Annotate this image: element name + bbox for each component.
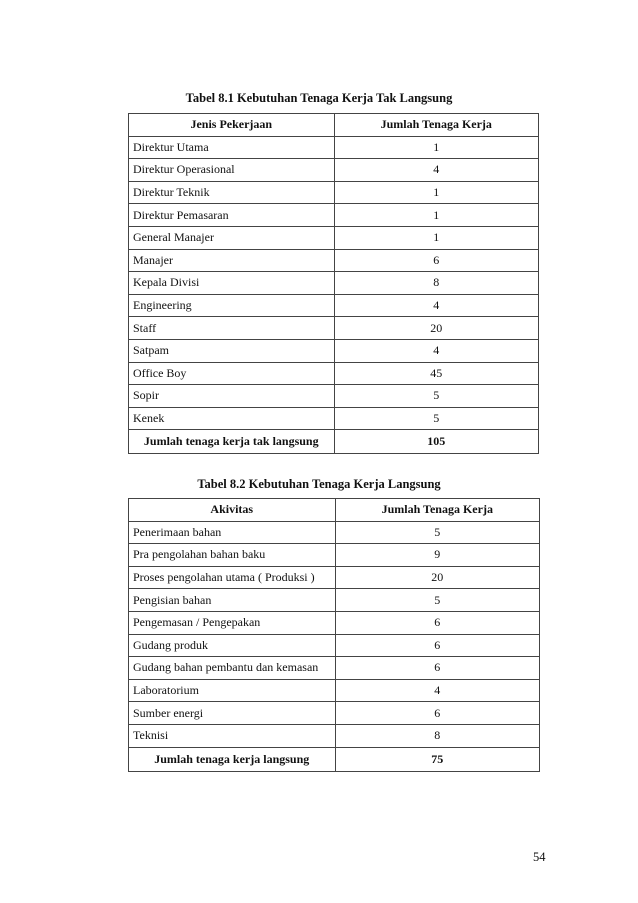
row-count: 45 [334, 362, 538, 385]
row-label: Staff [129, 317, 335, 340]
table-row [129, 702, 540, 725]
row-label: Office Boy [129, 362, 335, 385]
row-count: 9 [335, 544, 539, 567]
table-row [129, 521, 540, 544]
row-label: Gudang produk [129, 634, 336, 657]
table-row [129, 226, 539, 249]
row-label: Manajer [129, 249, 335, 272]
row-count: 6 [335, 611, 539, 634]
row-count: 1 [334, 226, 538, 249]
table-total-row [129, 747, 540, 771]
table-header-row [129, 114, 539, 137]
row-count: 1 [334, 181, 538, 204]
row-count: 20 [335, 566, 539, 589]
table-row [129, 566, 540, 589]
row-label: Sopir [129, 385, 335, 408]
table-row [129, 634, 540, 657]
row-label: Laboratorium [129, 679, 336, 702]
row-count: 6 [335, 634, 539, 657]
row-count: 8 [335, 724, 539, 747]
table-row [129, 204, 539, 227]
direct-labor-table [128, 498, 540, 772]
total-count: 105 [334, 430, 538, 454]
row-count: 4 [334, 339, 538, 362]
table-row [129, 679, 540, 702]
row-count: 6 [334, 249, 538, 272]
row-count: 4 [334, 294, 538, 317]
table-row [129, 589, 540, 612]
table2-caption: Tabel 8.2 Kebutuhan Tenaga Kerja Langsung [197, 477, 441, 491]
table-row [129, 657, 540, 680]
row-label: Pra pengolahan bahan baku [129, 544, 336, 567]
row-label: Penerimaan bahan [129, 521, 336, 544]
table-total-row [129, 430, 539, 454]
table-row [129, 724, 540, 747]
row-label: Pengemasan / Pengepakan [129, 611, 336, 634]
table-row [129, 136, 539, 159]
row-count: 4 [334, 159, 538, 182]
row-count: 5 [335, 589, 539, 612]
table1-caption: Tabel 8.1 Kebutuhan Tenaga Kerja Tak Langsung [185, 91, 453, 105]
row-count: 4 [335, 679, 539, 702]
row-label: Direktur Utama [129, 136, 335, 159]
table-row [129, 611, 540, 634]
row-label: Direktur Operasional [129, 159, 335, 182]
table-row [129, 181, 539, 204]
row-count: 1 [334, 204, 538, 227]
row-label: Proses pengolahan utama ( Produksi ) [129, 566, 336, 589]
row-label: Satpam [129, 339, 335, 362]
table1-body [129, 114, 539, 454]
row-label: Kepala Divisi [129, 272, 335, 295]
row-count: 20 [334, 317, 538, 340]
row-count: 6 [335, 657, 539, 680]
column-header-name: Akivitas [129, 499, 336, 522]
table-row [129, 544, 540, 567]
row-count: 6 [335, 702, 539, 725]
table-row [129, 385, 539, 408]
row-label: Direktur Pemasaran [129, 204, 335, 227]
column-header-count: Jumlah Tenaga Kerja [334, 114, 538, 137]
table-header-row [129, 499, 540, 522]
row-label: Sumber energi [129, 702, 336, 725]
total-count: 75 [335, 747, 539, 771]
row-label: Teknisi [129, 724, 336, 747]
row-count: 1 [334, 136, 538, 159]
page-number: 54 [533, 850, 546, 864]
table-row [129, 272, 539, 295]
row-label: Kenek [129, 407, 335, 430]
column-header-name: Jenis Pekerjaan [129, 114, 335, 137]
column-header-count: Jumlah Tenaga Kerja [335, 499, 539, 522]
row-count: 5 [334, 407, 538, 430]
total-label: Jumlah tenaga kerja langsung [129, 747, 336, 771]
row-label: Engineering [129, 294, 335, 317]
row-label: Direktur Teknik [129, 181, 335, 204]
table-row [129, 317, 539, 340]
indirect-labor-table [128, 113, 539, 454]
table-row [129, 249, 539, 272]
table-row [129, 362, 539, 385]
row-count: 5 [334, 385, 538, 408]
table-row [129, 294, 539, 317]
row-count: 5 [335, 521, 539, 544]
row-label: Pengisian bahan [129, 589, 336, 612]
table2-body [129, 499, 540, 772]
table-row [129, 407, 539, 430]
row-label: General Manajer [129, 226, 335, 249]
row-label: Gudang bahan pembantu dan kemasan [129, 657, 336, 680]
table-row [129, 339, 539, 362]
table-row [129, 159, 539, 182]
total-label: Jumlah tenaga kerja tak langsung [129, 430, 335, 454]
row-count: 8 [334, 272, 538, 295]
